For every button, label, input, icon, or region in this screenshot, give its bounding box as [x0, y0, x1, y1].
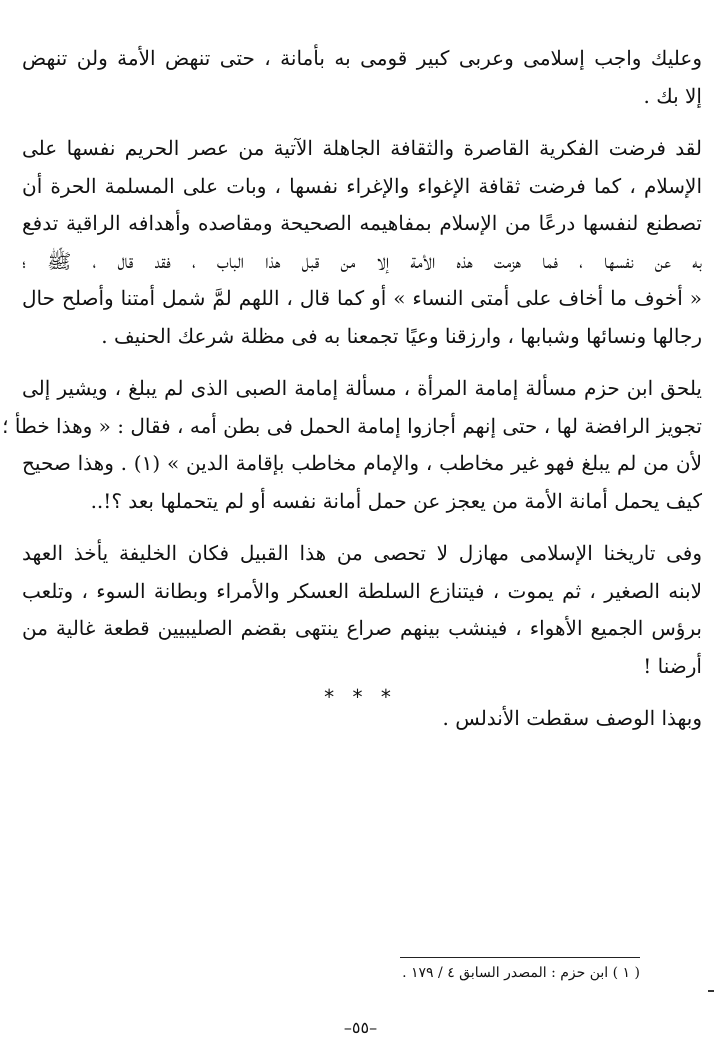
- text-line: « أخوف ما أخاف على أمتى النساء » أو كما قال ، اللهم لمَّ شمل أمتنا وأصلح حال: [22, 286, 702, 310]
- text-line: تجويز الرافضة لها ، حتى إنهم أجازوا إمامة الحمل فى بطن أمه ، فقال : « وهذا خطأ ؛: [2, 413, 702, 438]
- page-number: –٥٥–: [343, 1018, 378, 1037]
- text-line: أرضنا !: [643, 653, 702, 678]
- section-separator: * * *: [324, 685, 397, 709]
- edge-mark: [708, 990, 714, 992]
- paragraph-4: [22, 535, 702, 685]
- text-line: وبهذا الوصف سقطت الأندلس .: [442, 706, 702, 730]
- main-text: [2, 40, 703, 753]
- text-line: وفى تاريخنا الإسلامى مهازل لا تحصى من هذا القبيل فكان الخليفة يأخذ العهد: [22, 541, 702, 565]
- text-line: برؤس الجميع الأهواء ، فينشب بينهم صراع ينتهى بقضم الصليبيين قطعة غالية من: [22, 616, 702, 640]
- paragraph-2: [22, 130, 702, 355]
- paragraph-3: [2, 370, 702, 520]
- text-line: به عن نفسها ، فما هزمت هذه الأمة إلا من قبل هذا الباب ، فقد قال ، ﷺ ؛: [22, 248, 702, 273]
- paragraph-1: [22, 40, 702, 115]
- footnote: ( ١ ) ابن حزم : المصدر السابق ٤ / ١٧٩ .: [402, 965, 640, 981]
- footnote-divider: [400, 957, 640, 958]
- text-line: لقد فرضت الفكرية القاصرة والثقافة الجاهلة الآتية من عصر الحريم نفسها على: [22, 136, 702, 160]
- text-line: تصطنع لنفسها درعًا من الإسلام بمفاهيمه الصحيحة ومقاصده وأهدافه الراقية تدفع: [22, 211, 702, 235]
- text-line: الإسلام ، كما فرضت ثقافة الإغواء والإغراء نفسها ، وبات على المسلمة الحرة أن: [22, 173, 703, 198]
- text-line: يلحق ابن حزم مسألة إمامة المرأة ، مسألة إمامة الصبى الذى لم يبلغ ، ويشير إلى: [22, 376, 702, 400]
- text-line: لابنه الصغير ، ثم يموت ، فيتنازع السلطة العسكر والأمراء وبطانة السوء ، وتلعب: [22, 578, 703, 603]
- text-line: كيف يحمل أمانة الأمة من يعجز عن حمل أمانة نفسه أو لم يتحملها بعد ؟!..: [90, 488, 702, 513]
- text-line: لأن من لم يبلغ فهو غير مخاطب ، والإمام مخاطب بإقامة الدين » (١) . وهذا صحيح: [22, 451, 702, 475]
- text-line: رجالها ونسائها وشبابها ، وارزقنا وعيًا تجمعنا به فى مظلة شرعك الحنيف .: [101, 323, 702, 348]
- text-line: وعليك واجب إسلامى وعربى كبير قومى به بأمانة ، حتى تنهض الأمة ولن تنهض: [22, 46, 702, 70]
- text-line: إلا بك .: [643, 83, 702, 108]
